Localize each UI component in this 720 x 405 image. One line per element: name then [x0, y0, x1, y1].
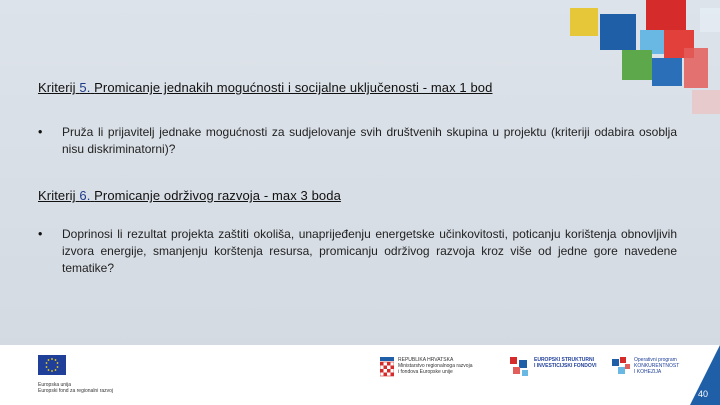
page-number: 40 — [697, 389, 708, 399]
criterion-5-number: 5. — [79, 80, 91, 95]
blue-square-2 — [652, 58, 682, 86]
esi-squares-icon — [510, 357, 530, 377]
white-square — [700, 8, 720, 32]
op-squares-icon — [612, 357, 630, 377]
criterion-6-heading: Promicanje održivog razvoja - max 3 boda — [94, 188, 341, 203]
criterion-6-title — [38, 188, 341, 203]
eu-caption: Europska unija Europski fond za regionalni razvoj — [38, 382, 114, 394]
green-square — [622, 50, 652, 80]
criterion-5-prefix: Kriterij — [38, 80, 76, 95]
pink-square — [684, 48, 708, 88]
criterion-5-title — [38, 80, 492, 95]
faded-square — [692, 90, 720, 114]
croatia-coat-of-arms-icon — [380, 357, 394, 379]
criterion-5-text: Pruža li prijavitelj jednake mogućnosti za sudjelovanje svih društvenih skupina u projektu (kriteriji odabira osoblja nisu diskriminatorni)? — [62, 125, 677, 156]
op-logo — [612, 357, 679, 377]
op-caption: Operativni program KONKURENTNOST I KOHEZIJA — [634, 357, 680, 375]
footer-logos — [0, 345, 720, 405]
eu-logo — [38, 355, 113, 394]
esi-funds-logo — [510, 357, 597, 377]
ministry-logo — [380, 357, 472, 379]
esi-caption: EUROPSKI STRUKTURNI I INVESTICIJSKI FONDOVI — [534, 357, 597, 369]
criterion-6-prefix: Kriterij — [38, 188, 76, 203]
yellow-square — [570, 8, 598, 36]
criterion-6-text: Doprinosi li rezultat projekta zaštiti okoliša, unaprijeđenju energetske učinkovitosti, poticanju korištenja obnovljivih izvora energije, smanjenju korštenja resursa, promicanju održivog razvoja kroz više od jedne gore navedene tematike? — [62, 227, 677, 275]
blue-square — [600, 14, 636, 50]
bullet-icon: • — [38, 125, 43, 139]
eu-flag-icon — [38, 355, 66, 375]
bullet-icon: • — [38, 227, 43, 241]
red-square — [646, 0, 686, 30]
criterion-5-heading: Promicanje jednakih mogućnosti i socijalne uključenosti - max 1 bod — [94, 80, 493, 95]
ministry-caption: REPUBLIKA HRVATSKA Ministarstvo regionalnoga razvoja i fondova Europske unije — [398, 357, 473, 375]
criterion-6-number: 6. — [79, 188, 91, 203]
